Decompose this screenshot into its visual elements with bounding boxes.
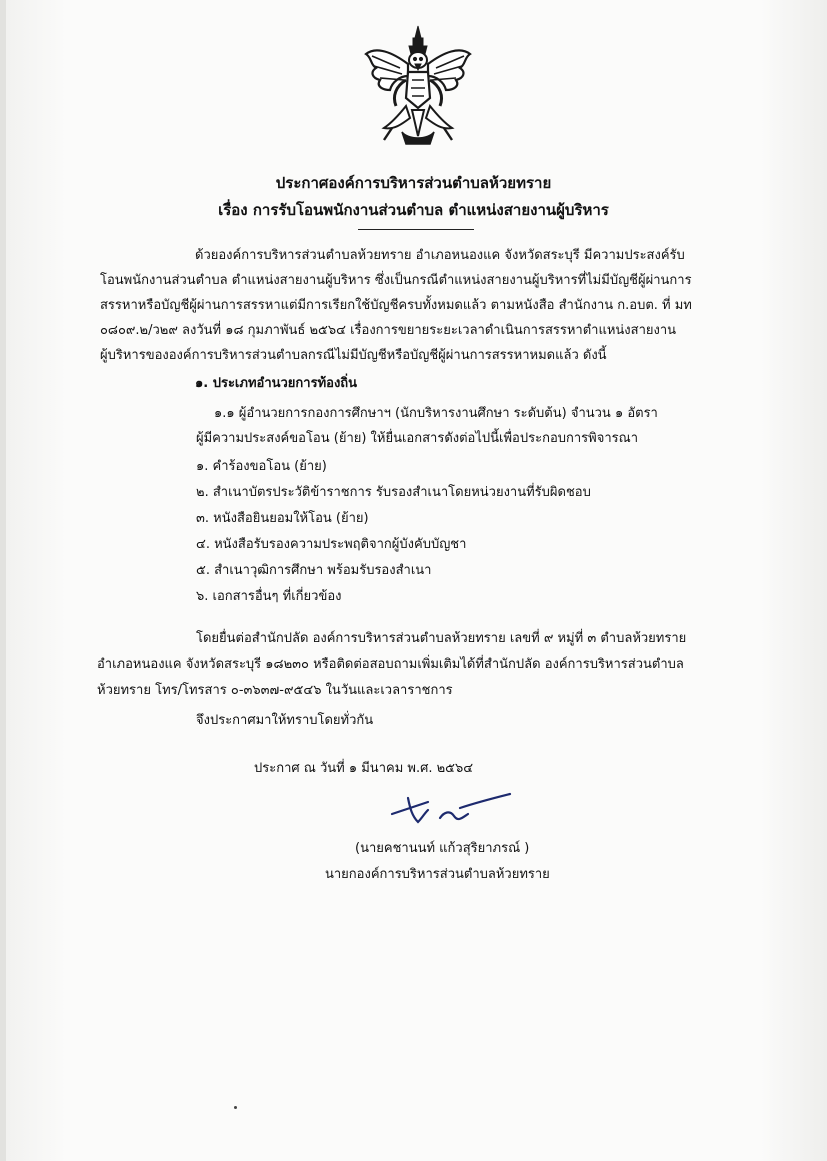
- document-list-item: ๖. เอกสารอื่นๆ ที่เกี่ยวข้อง: [196, 589, 342, 604]
- submission-line: ห้วยทราย โทร/โทรสาร ๐-๓๖๓๗-๙๕๔๖ ในวันและเวลาราชการ: [97, 683, 453, 698]
- documents-intro: ผู้มีความประสงค์ขอโอน (ย้าย) ให้ยื่นเอกสารดังต่อไปนี้เพื่อประกอบการพิจารณา: [196, 431, 638, 446]
- intro-line: ผู้บริหารขององค์การบริหารส่วนตำบลกรณีไม่มีบัญชีหรือบัญชีผู้ผ่านการสรรหาหมดแล้ว ดังนี้: [100, 348, 607, 363]
- section-heading: ๑. ประเภทอำนวยการท้องถิ่น: [195, 376, 358, 391]
- document-list-item: ๑. คำร้องขอโอน (ย้าย): [196, 459, 327, 474]
- document-list-item: ๕. สำเนาวุฒิการศึกษา พร้อมรับรองสำเนา: [196, 563, 432, 578]
- submission-line: โดยยื่นต่อสำนักปลัด องค์การบริหารส่วนตำบลห้วยทราย เลขที่ ๙ หมู่ที่ ๓ ตำบลห้วยทราย: [196, 631, 687, 646]
- garuda-emblem-icon: [362, 24, 474, 152]
- document-list-item: ๒. สำเนาบัตรประวัติข้าราชการ รับรองสำเนาโดยหน่วยงานที่รับผิดชอบ: [196, 485, 591, 500]
- document-list-item: ๓. หนังสือยินยอมให้โอน (ย้าย): [196, 511, 369, 526]
- title-underline: [358, 229, 474, 230]
- closing-line: จึงประกาศมาให้ทราบโดยทั่วกัน: [196, 713, 374, 728]
- announced-date: ประกาศ ณ วันที่ ๑ มีนาคม พ.ศ. ๒๕๖๔: [254, 761, 474, 776]
- submission-line: อำเภอหนองแค จังหวัดสระบุรี ๑๘๒๓๐ หรือติดต่อสอบถามเพิ่มเติมได้ที่สำนักปลัด องค์การบริหารส่วนตำบล: [97, 657, 684, 672]
- announcement-title: ประกาศองค์การบริหารส่วนตำบลห้วยทราย: [275, 174, 552, 192]
- paper-speck: [234, 1106, 237, 1109]
- signer-title: นายกองค์การบริหารส่วนตำบลห้วยทราย: [325, 867, 550, 882]
- intro-line: ๐๘๐๙.๒/ว๒๙ ลงวันที่ ๑๘ กุมภาพันธ์ ๒๕๖๔ เรื่องการขยายระยะเวลาดำเนินการสรรหาตำแหน่งสายงาน: [100, 323, 677, 338]
- signature-icon: [388, 788, 518, 830]
- intro-line: สรรหาหรือบัญชีผู้ผ่านการสรรหาแต่มีการเรียกใช้บัญชีครบทั้งหมดแล้ว ตามหนังสือ สำนักงาน ก.อบต. ที่ มท: [100, 298, 692, 313]
- intro-line: ด้วยองค์การบริหารส่วนตำบลห้วยทราย อำเภอหนองแค จังหวัดสระบุรี มีความประสงค์รับ: [195, 248, 685, 263]
- announcement-subject: เรื่อง การรับโอนพนักงานส่วนตำบล ตำแหน่งสายงานผู้บริหาร: [218, 201, 609, 219]
- intro-line: โอนพนักงานส่วนตำบล ตำแหน่งสายงานผู้บริหาร ซึ่งเป็นกรณีตำแหน่งสายงานผู้บริหารที่ไม่มีบัญชีผู้ผ่านการ: [100, 273, 692, 288]
- document-list-item: ๔. หนังสือรับรองความประพฤติจากผู้บังคับบัญชา: [196, 537, 467, 552]
- signer-name: (นายคชานนท์ แก้วสุริยาภรณ์ ): [355, 841, 530, 856]
- position-line: ๑.๑ ผู้อำนวยการกองการศึกษาฯ (นักบริหารงานศึกษา ระดับต้น) จำนวน ๑ อัตรา: [214, 406, 658, 421]
